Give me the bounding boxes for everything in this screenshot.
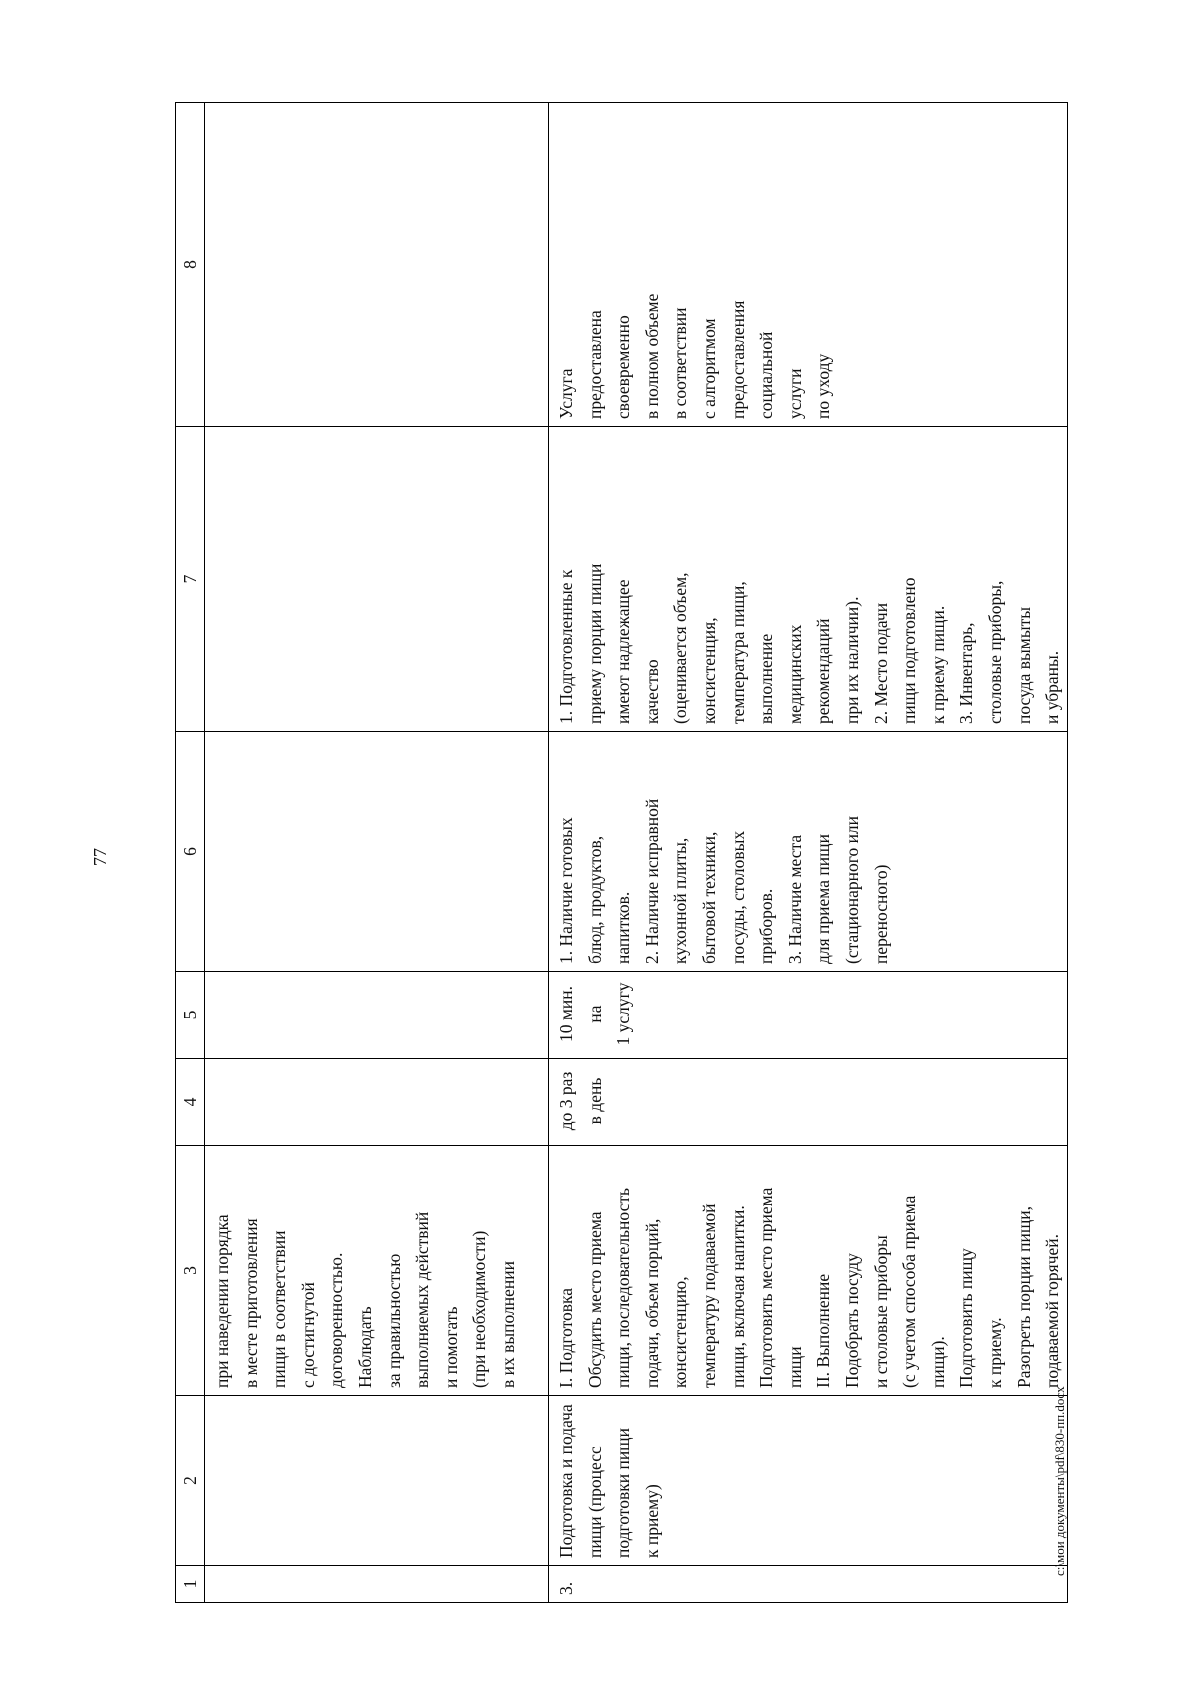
text-line: рекомендаций <box>813 618 834 724</box>
text-line: температуру подаваемой <box>698 1203 719 1388</box>
text-line: при наведении порядка <box>212 1214 232 1388</box>
cell-conditions <box>205 732 549 972</box>
text-line: пищи, включая напитки. <box>727 1205 748 1388</box>
text-line: на <box>584 1005 605 1023</box>
text-line: к приему. <box>984 1317 1005 1388</box>
text-line: Подготовка и подача <box>556 1404 576 1558</box>
text-line: консистенция, <box>698 617 719 724</box>
text-line: своевременно <box>613 315 634 419</box>
header-row <box>176 103 205 1603</box>
text-line: Разогреть порции пищи, <box>1013 1205 1034 1388</box>
footer-file-path: c:\мои документы\pdf\830-пп.docx <box>1052 1386 1067 1576</box>
text-line: 3. Наличие места <box>784 834 805 964</box>
cell-service-name <box>205 1396 549 1566</box>
text-line: пищи, последовательность <box>613 1188 634 1388</box>
header-col-6: 6 <box>176 732 205 972</box>
text-line: в соответствии <box>670 307 691 419</box>
text-line: при их наличии). <box>841 596 862 724</box>
header-col-8: 8 <box>176 103 205 427</box>
page-number: 77 <box>90 848 110 866</box>
text-line: за правильностью <box>383 1253 404 1388</box>
text-line: Подобрать посуду <box>841 1253 862 1388</box>
cell-description <box>549 1146 1068 1396</box>
text-line: посуды, столовых <box>727 830 748 964</box>
text-line: и помогать <box>440 1306 461 1388</box>
text-line: услуги <box>784 368 805 419</box>
cell-result <box>549 103 1068 427</box>
text-line: 10 мин. <box>556 985 576 1043</box>
text-line: консистенцию, <box>670 1276 691 1388</box>
text-line: до 3 раз <box>556 1071 576 1131</box>
text-line: пищи <box>784 1346 805 1388</box>
text-line: 1. Подготовленные к <box>556 569 576 724</box>
cell-duration <box>549 972 1068 1059</box>
text-line: по уходу <box>813 353 834 419</box>
text-line: (оценивается объем, <box>670 572 691 724</box>
header-col-1: 1 <box>176 1566 205 1603</box>
text-line: подаваемой горячей. <box>1042 1233 1063 1388</box>
text-line: имеют надлежащее <box>613 579 634 724</box>
text-line: температура пищи, <box>727 581 748 724</box>
text-line: (с учетом способа приема <box>899 1195 920 1388</box>
cell-conditions <box>549 732 1068 972</box>
cell-result <box>205 103 549 427</box>
header-col-2: 2 <box>176 1396 205 1566</box>
text-line: социальной <box>756 331 777 419</box>
text-line: в их выполнении <box>497 1261 518 1388</box>
text-line: бытовой техники, <box>698 831 719 964</box>
text-line: медицинских <box>784 624 805 724</box>
text-line: Обсудить место приема <box>584 1211 605 1388</box>
table-row-continuation <box>205 103 549 1603</box>
text-line: 2. Место подачи <box>870 602 891 724</box>
text-line: в полном объеме <box>641 293 662 419</box>
header-col-7: 7 <box>176 427 205 732</box>
cell-number <box>205 1566 549 1603</box>
text-line: в месте приготовления <box>240 1218 261 1388</box>
text-line: с достигнутой <box>297 1282 318 1388</box>
text-line: столовые приборы, <box>984 580 1005 724</box>
text-line: договоренностью. <box>326 1252 347 1388</box>
cell-duration <box>205 972 549 1059</box>
text-line: в день <box>584 1077 605 1125</box>
text-line: для приема пищи <box>813 834 834 964</box>
header-col-3: 3 <box>176 1146 205 1396</box>
text-line: и столовые приборы <box>870 1235 891 1388</box>
text-line: переносного) <box>870 864 891 964</box>
text-line: к приему пищи. <box>927 605 948 724</box>
text-line: пищи в соответствии <box>269 1230 290 1388</box>
cell-frequency <box>205 1059 549 1146</box>
text-line: (при необходимости) <box>469 1230 490 1388</box>
header-col-4: 4 <box>176 1059 205 1146</box>
text-line: и убраны. <box>1042 650 1063 724</box>
text-line: Подготовить пищу <box>956 1248 977 1388</box>
text-line: кухонной плиты, <box>670 837 691 964</box>
text-line: выполнение <box>756 633 777 724</box>
text-line: напитков. <box>613 891 634 964</box>
text-line: 3. Инвентарь, <box>956 622 977 724</box>
text-line: 1. Наличие готовых <box>556 817 576 964</box>
text-line: качество <box>641 659 662 724</box>
text-line: 2. Наличие исправной <box>641 798 662 964</box>
text-line: подачи, объем порций, <box>641 1218 662 1388</box>
cell-quality <box>549 427 1068 732</box>
text-line: приборов. <box>756 888 777 964</box>
text-line: с алгоритмом <box>698 318 719 419</box>
cell-frequency <box>549 1059 1068 1146</box>
cell-quality <box>205 427 549 732</box>
text-line: II. Выполнение <box>813 1273 834 1388</box>
text-line: предоставления <box>727 300 748 419</box>
text-line: блюд, продуктов, <box>584 835 605 964</box>
cell-service-name <box>549 1396 1068 1566</box>
table-row-3 <box>549 103 1068 1603</box>
header-col-5: 5 <box>176 972 205 1059</box>
text-line: пищи подготовлено <box>899 577 920 724</box>
text-line: предоставлена <box>584 310 605 419</box>
text-line: посуда вымыты <box>1013 606 1034 724</box>
text-line: к приему) <box>641 1484 662 1558</box>
text-line: 1 услугу <box>613 982 634 1046</box>
text-line: I. Подготовка <box>556 1287 576 1388</box>
text-line: Наблюдать <box>354 1306 375 1388</box>
text-line: подготовки пищи <box>613 1427 634 1558</box>
text-line: пищи). <box>927 1336 948 1388</box>
text-line: (стационарного или <box>841 815 862 964</box>
cell-number: 3. <box>549 1566 1068 1603</box>
text-line: приему порции пищи <box>584 563 605 724</box>
text-line: выполняемых действий <box>412 1211 433 1388</box>
text-line: пищи (процесс <box>584 1446 605 1558</box>
text-line: Подготовить место приема <box>756 1187 777 1388</box>
text-line: Услуга <box>556 368 576 419</box>
cell-description <box>205 1146 549 1396</box>
